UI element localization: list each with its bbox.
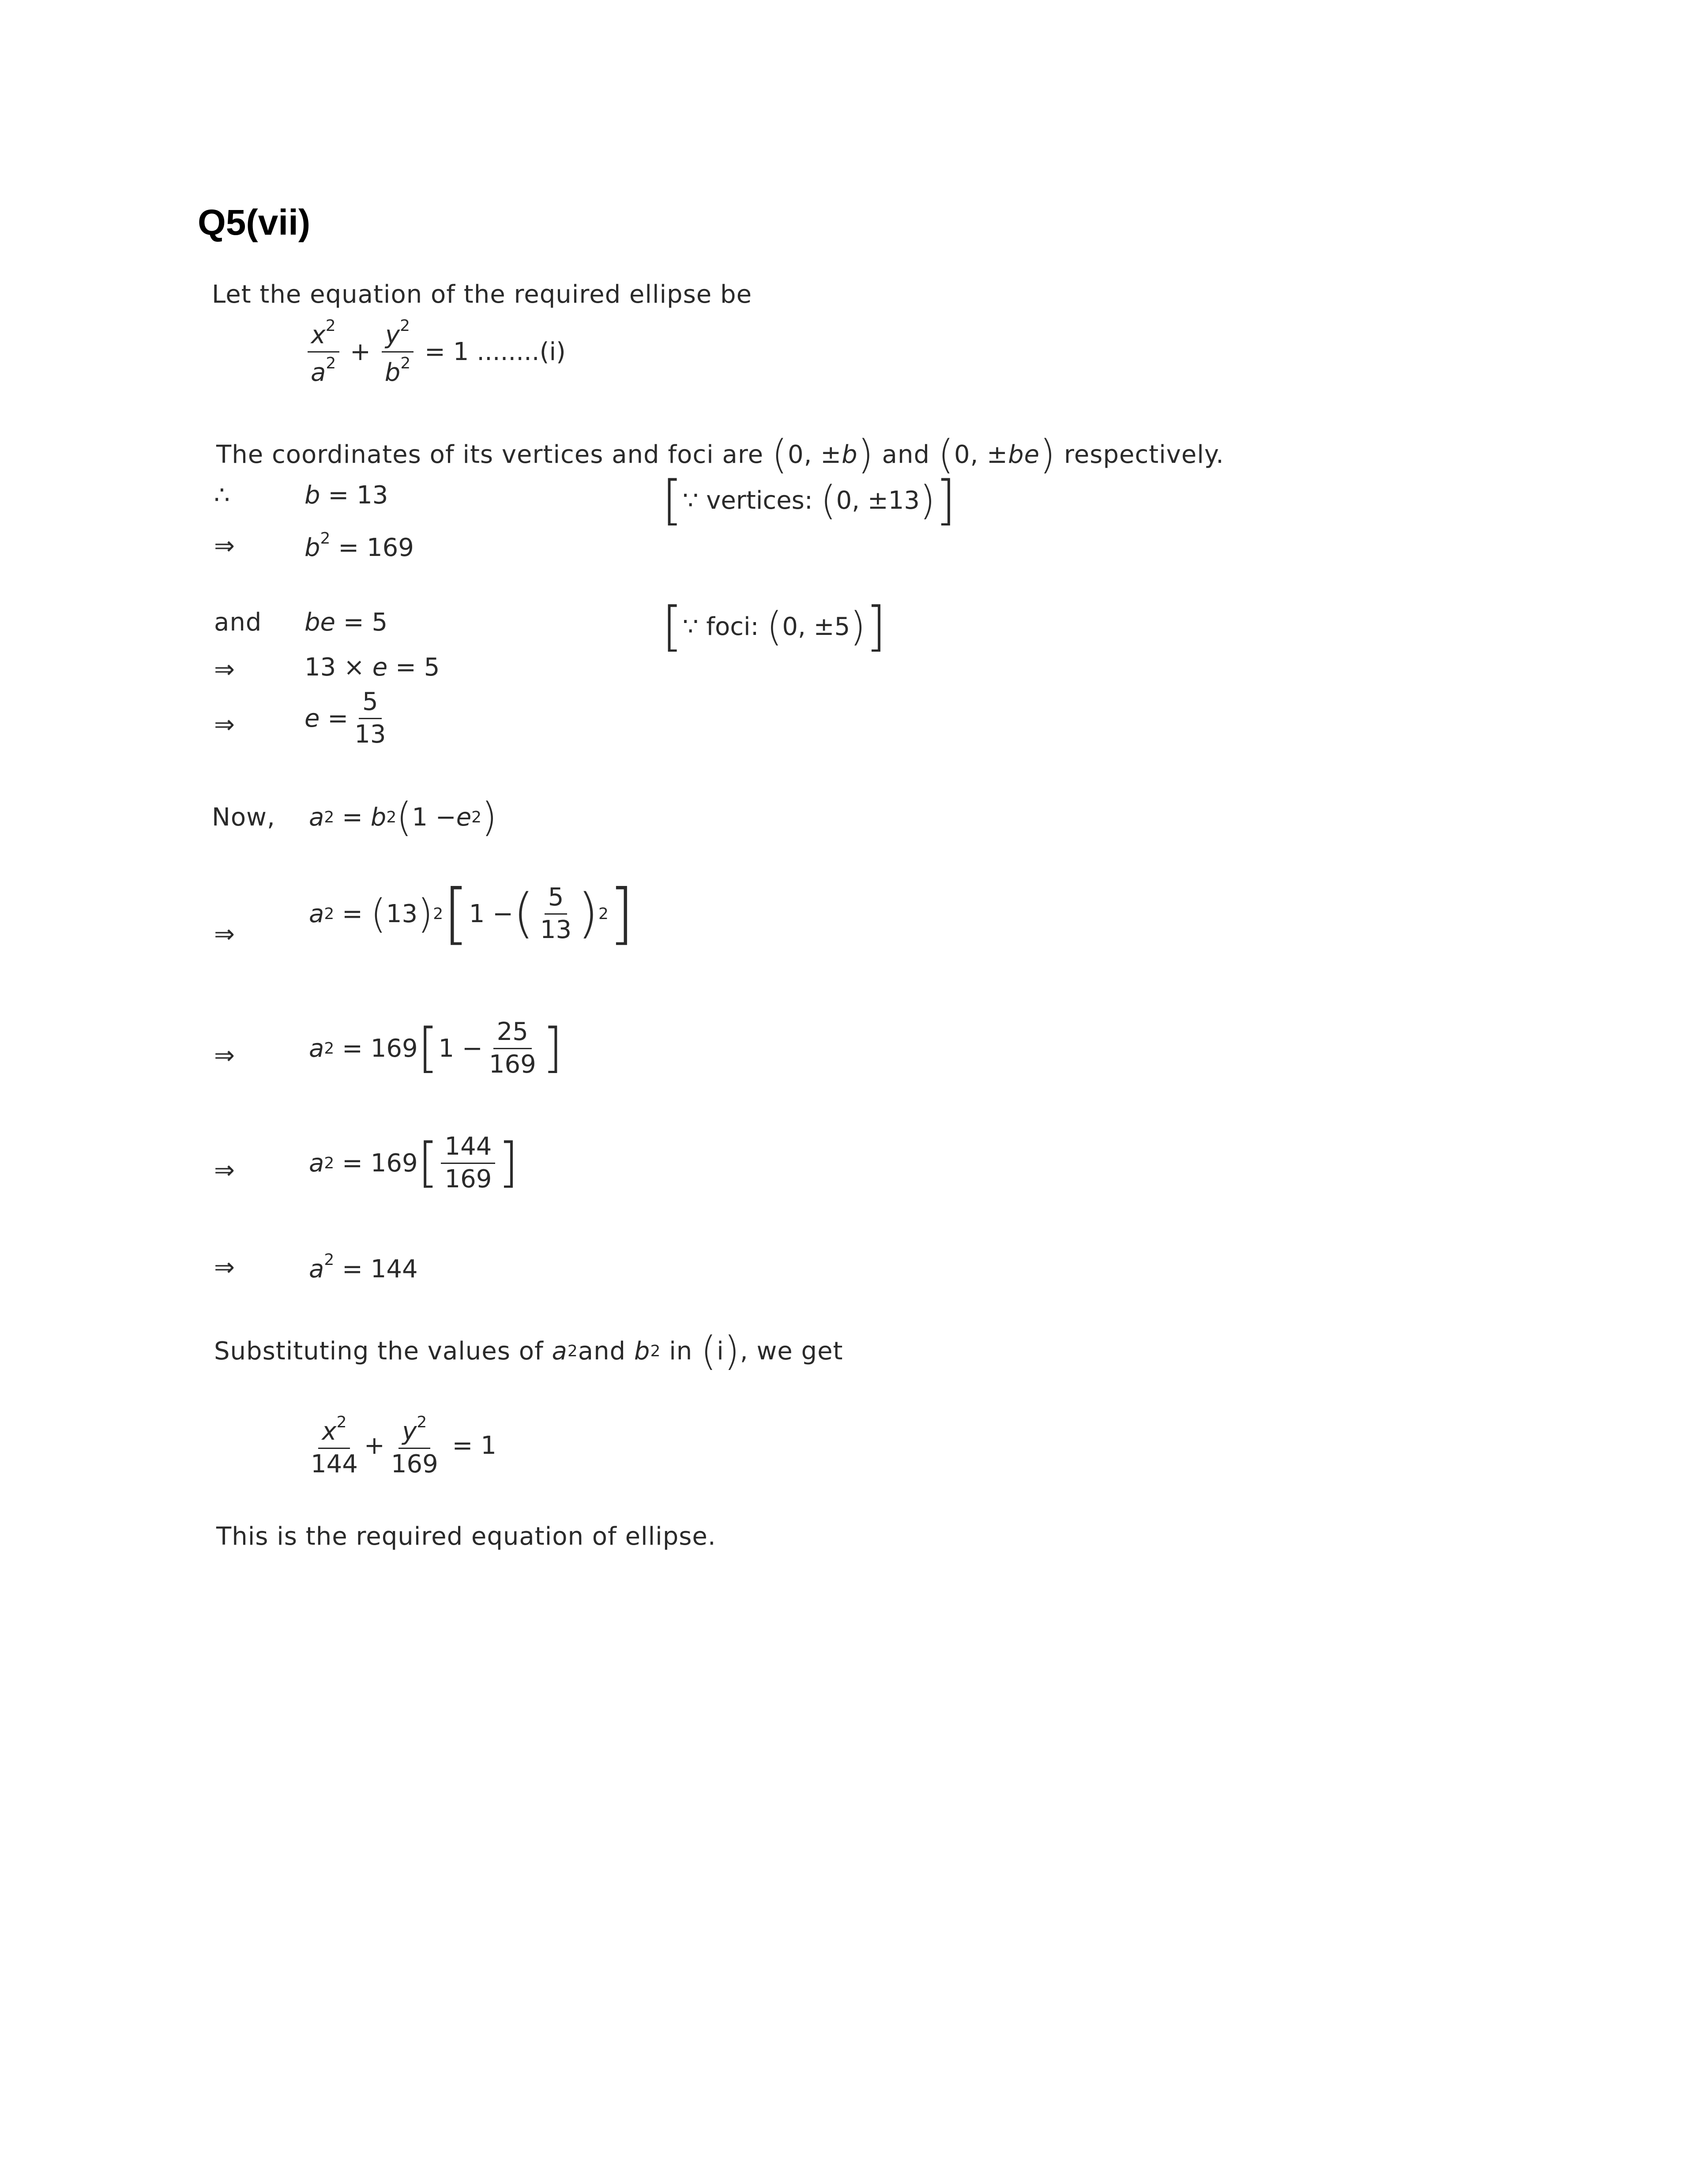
implies-symbol: ⇒ xyxy=(214,920,235,949)
implies-symbol: ⇒ xyxy=(214,532,235,560)
vertices-note: [ ∵ vertices: ( 0, ±13 ) ] xyxy=(662,469,956,531)
implies-symbol: ⇒ xyxy=(214,1041,235,1070)
therefore-symbol: ∴ xyxy=(214,481,230,510)
conclusion-text: This is the required equation of ellipse. xyxy=(216,1522,716,1551)
implies-symbol: ⇒ xyxy=(214,655,235,684)
intro-text: Let the equation of the required ellipse be xyxy=(212,280,752,309)
question-title: Q5(vii) xyxy=(198,203,311,243)
a-squared-formula: a 2 = b 2 ( 1 − e 2 ) xyxy=(309,794,497,841)
foci-note: [ ∵ foci: ( 0, ±5 ) ] xyxy=(662,596,887,657)
now-label: Now, xyxy=(212,803,275,832)
coordinates-statement: The coordinates of its vertices and foci are ( 0, ± b ) and ( 0, ± be ) respectively. xyxy=(216,432,1224,478)
b-squared-169: $b^2 = 169$ xyxy=(305,529,414,562)
implies-symbol: ⇒ xyxy=(214,1253,235,1282)
a-squared-144: $a^2 = 144$ xyxy=(309,1251,418,1283)
e-equals-5-over-13: e = $\frac{5}{13}$ xyxy=(305,687,386,749)
fraction-x2-a2: $\frac{x^2}{a^2}$ xyxy=(307,318,339,386)
substituting-statement: Substituting the values of a 2 and b 2 in ( i ) , we get xyxy=(214,1328,843,1374)
a-squared-step-3: a 2 = 169 [ $\frac{144}{169}$ ] xyxy=(309,1132,519,1194)
and-label: and xyxy=(214,608,262,637)
be-equals-5: be = 5 xyxy=(305,608,388,637)
13-times-e-equals-5: 13 × e = 5 xyxy=(305,653,440,682)
ellipse-general-equation: $\frac{x^2}{a^2}$ + $\frac{y^2}{b^2}$ = 1 ........(i) xyxy=(305,318,566,386)
equation-tag: ........(i) xyxy=(477,337,566,366)
fraction-y2-b2: $\frac{y^2}{b^2}$ xyxy=(381,318,414,386)
final-ellipse-equation: $\frac{x^2}{144}$ + $\frac{y^2}{169}$ = 1 xyxy=(311,1413,496,1479)
implies-symbol: ⇒ xyxy=(214,1156,235,1185)
a-squared-substitution: a 2 = ( 13 ) 2 [ 1 − ( $\frac{5}{13}$ ) 2 ] xyxy=(309,875,635,953)
implies-symbol: ⇒ xyxy=(214,710,235,739)
a-squared-step-2: a 2 = 169 [ 1 − $\frac{25}{169}$ ] xyxy=(309,1017,563,1079)
b-equals-13: b = 13 xyxy=(305,481,388,510)
